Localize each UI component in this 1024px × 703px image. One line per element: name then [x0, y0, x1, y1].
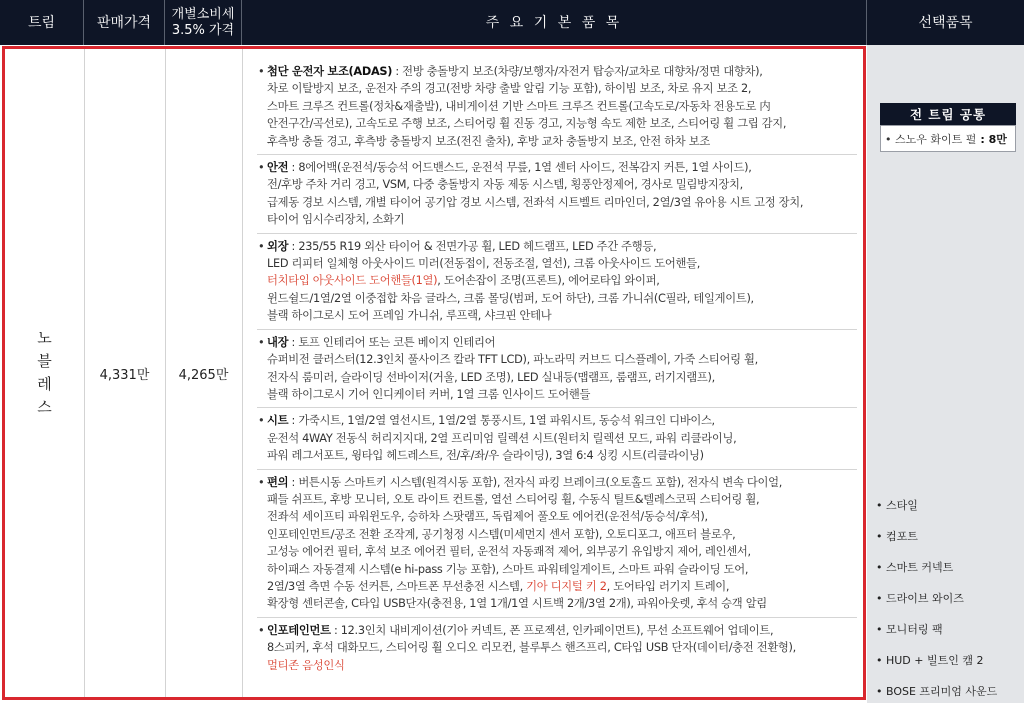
bullet-icon: •: [258, 65, 265, 78]
option-item: • 모니터링 팩: [876, 623, 943, 636]
item-text: : 235/55 R19 외산 타이어 & 전면가공 휠, LED 헤드램프, LED 주간 주행등,: [288, 239, 657, 253]
option-item: • HUD + 빌트인 캠 2: [876, 654, 984, 667]
item-line: [267, 290, 857, 307]
item-line: [267, 622, 857, 639]
item-text: : 8에어백(운전석/동승석 어드밴스드, 운전석 무릎, 1열 센터 사이드, 전복감지 커튼, 1열 사이드),: [288, 161, 752, 175]
trim-name-char: 노: [37, 329, 52, 347]
item-line: [267, 639, 857, 656]
option-item: • 스타일: [876, 499, 918, 512]
item-text: 블랙 하이그로시 기어 인디케이터 커버, 1열 크롬 인사이드 도어핸들: [267, 387, 591, 401]
item-text: 확장형 센터콘솔, C타입 USB단자(충전용, 1열 1개/1열 시트백 2개/3열 2개), 파워아웃렛, 후석 승객 알림: [267, 597, 767, 611]
item-section: [257, 412, 857, 464]
header-main-items: 주 요 기 본 품 목: [242, 0, 867, 45]
option-item: • 드라이브 와이즈: [876, 592, 964, 605]
item-text: 인포테인먼트/공조 전환 조작계, 공기청정 시스템(미세먼지 센서 포함), 오토디포그, 애프터 블로우,: [267, 527, 736, 541]
item-line: [267, 351, 857, 368]
item-text: 운전석 4WAY 전동식 허리지지대, 2열 프리미엄 릴렉션 시트(원터치 릴렉션 모드, 파워 리클라이닝,: [267, 431, 737, 445]
item-line: [267, 526, 857, 543]
trim-name: [5, 49, 84, 697]
option-item: • 스마트 커넥트: [876, 561, 954, 574]
section-title: 내장: [267, 335, 289, 349]
item-line: [267, 133, 857, 150]
common-option-label: • 스노우 화이트 펄: [885, 132, 977, 146]
section-title: 안전: [267, 161, 289, 175]
item-text: , 도어타입 러기지 트레이,: [606, 579, 730, 593]
item-text: 전자식 룸미러, 슬라이딩 선바이저(거울, LED 조명), LED 실내등(맵램프, 룸램프, 러기지램프),: [267, 370, 715, 384]
section-title: 외장: [267, 239, 289, 253]
option-list: [876, 498, 1022, 703]
item-line: [267, 159, 857, 176]
item-line: [267, 369, 857, 386]
section-divider: [257, 407, 857, 408]
highlighted-item-text: 기아 디지털 키 2: [526, 579, 607, 593]
section-divider: [257, 617, 857, 618]
common-option-title: 전 트림 공통: [880, 103, 1016, 125]
column-divider: [242, 49, 243, 697]
header-options: 선택품목: [918, 14, 973, 31]
item-line: [267, 386, 857, 403]
item-line: [267, 657, 857, 674]
item-text: : 12.3인치 내비게이션(기아 커넥트, 폰 프로젝션, 인카페이먼트), 무선 소프트웨어 업데이트,: [330, 623, 774, 637]
bullet-icon: •: [258, 161, 265, 175]
bullet-icon: •: [258, 623, 265, 637]
item-text: 안전구간/곡선로), 고속도로 주행 보조, 스티어링 휠 진동 경고, 지능형 속도 제한 보조, 스티어링 휠 그립 감지,: [267, 117, 787, 131]
option-item: • BOSE 프리미엄 사운드: [876, 685, 998, 698]
item-line: [267, 194, 857, 211]
section-divider: [257, 469, 857, 470]
header-tax-line1: 개별소비세: [171, 6, 235, 22]
bullet-icon: •: [258, 239, 265, 253]
item-line: [267, 307, 857, 324]
item-line: [267, 474, 857, 491]
item-section: [257, 622, 857, 674]
item-text: : 가죽시트, 1열/2열 열선시트, 1열/2열 통풍시트, 1열 파워시트, 동승석 워크인 디바이스,: [288, 414, 715, 428]
item-line: [267, 176, 857, 193]
item-text: 패들 쉬프트, 후방 모니터, 오토 라이트 컨트롤, 열선 스티어링 휠, 수동식 틸트&텔레스코픽 스티어링 휠,: [267, 492, 760, 506]
item-text: : 버튼시동 스마트키 시스템(원격시동 포함), 전자식 파킹 브레이크(오토홀드 포함), 전자식 변속 다이얼,: [288, 475, 783, 489]
item-text: 윈드쉴드/1열/2열 이중접합 차음 글라스, 크롬 몰딩(범퍼, 도어 하단), 크롬 가니쉬(C필라, 테일게이트),: [267, 291, 754, 305]
item-text: 하이패스 자동결제 시스템(e hi-pass 기능 포함), 스마트 파워테일게이트, 스마트 파워 슬라이딩 도어,: [267, 562, 749, 576]
item-line: [267, 595, 857, 612]
highlighted-item-text: 터치타입 아웃사이드 도어핸들(1열): [267, 274, 438, 288]
item-section: [257, 159, 857, 229]
item-text: 파워 레그서포트, 윙타입 헤드레스트, 전/후/좌/우 슬라이딩), 3열 6:4 싱킹 시트(리클라이닝): [267, 449, 704, 463]
section-divider: [257, 233, 857, 234]
item-line: [267, 272, 857, 289]
section-title: 인포테인먼트: [267, 623, 331, 637]
item-text: 후측방 충돌 경고, 후측방 충돌방지 보조(전진 출차), 후방 교차 충돌방지 보조, 안전 하차 보조: [267, 134, 710, 148]
item-line: [267, 211, 857, 228]
trim-name-char: 블: [37, 352, 52, 370]
item-line: [267, 334, 857, 351]
item-text: : 토프 인테리어 또는 코튼 베이지 인테리어: [288, 335, 496, 349]
sale-price: 4,331만: [99, 367, 150, 383]
tax-adjusted-price: 4,265만: [178, 367, 229, 383]
item-section: [257, 474, 857, 613]
section-title: 편의: [267, 475, 289, 489]
header-tax-line2: 3.5% 가격: [171, 22, 235, 38]
item-text: 8스피커, 후석 대화모드, 스티어링 휠 오디오 리모컨, 블루투스 핸즈프리, C타입 USB 단자(데이터/충전 전환형),: [267, 641, 796, 655]
item-text: 블랙 하이그로시 도어 프레임 가니쉬, 루프랙, 샤크핀 안테나: [267, 309, 552, 323]
item-text: 2열/3열 측면 수동 선커튼, 스마트폰 무선충전 시스템,: [267, 579, 527, 593]
bullet-icon: •: [258, 335, 265, 349]
item-text: 전좌석 세이프티 파워윈도우, 승하차 스팟램프, 독립제어 풀오토 에어컨(운전석/동승석/후석),: [267, 510, 708, 524]
item-line: [267, 561, 857, 578]
item-text: LED 리피터 일체형 아웃사이드 미러(전동접이, 전동조절, 열선), 크롬 아웃사이드 도어핸들,: [267, 257, 701, 271]
section-divider: [257, 329, 857, 330]
common-option-box: [880, 103, 1016, 152]
section-title: 시트: [267, 414, 289, 428]
trim-name-char: 스: [37, 398, 52, 416]
main-items-list: [257, 63, 857, 674]
item-line: [267, 238, 857, 255]
item-section: [257, 238, 857, 325]
header-trim: 트림: [0, 0, 84, 45]
item-line: [267, 543, 857, 560]
item-line: [267, 578, 857, 595]
item-text: : 전방 충돌방지 보조(차량/보행자/자전거 탑승자/교차로 대향차/정면 대향차),: [392, 65, 763, 78]
item-line: [267, 98, 857, 115]
common-option-price: : 8만: [980, 132, 1007, 146]
section-divider: [257, 154, 857, 155]
item-text: 급제동 경보 시스템, 개별 타이어 공기압 경보 시스템, 전좌석 시트벨트 리마인더, 2열/3열 유아용 시트 고정 장치,: [267, 195, 804, 209]
item-text: 타이어 임시수리장치, 소화기: [267, 213, 405, 227]
item-text: 스마트 크루즈 컨트롤(정차&재출발), 내비게이션 기반 스마트 크루즈 컨트롤(고속도로/자동차 전용도로 内: [267, 99, 771, 113]
section-title: 첨단 운전자 보조(ADAS): [267, 65, 393, 78]
item-line: [267, 491, 857, 508]
item-section: [257, 334, 857, 404]
table-header: [0, 0, 1024, 45]
item-text: 전/후방 주차 거리 경고, VSM, 다중 충돌방지 자동 제동 시스템, 횡풍안정제어, 경사로 밀림방지장치,: [267, 178, 743, 192]
highlighted-item-text: 멀티존 음성인식: [267, 658, 345, 672]
option-item: • 컴포트: [876, 530, 918, 543]
header-tax-price: [165, 0, 242, 45]
item-line: [267, 255, 857, 272]
item-line: [267, 63, 857, 80]
common-option-item: [880, 125, 1016, 152]
item-line: [267, 80, 857, 97]
bullet-icon: •: [258, 475, 265, 489]
item-section: [257, 63, 857, 150]
header-price: 판매가격: [84, 0, 165, 45]
item-line: [267, 115, 857, 132]
trim-name-char: 레: [37, 375, 52, 393]
item-text: , 도어손잡이 조명(프론트), 에어로타입 와이퍼,: [437, 274, 660, 288]
item-text: 차로 이탈방지 보조, 운전자 주의 경고(전방 차량 출발 알림 기능 포함), 하이빔 보조, 차로 유지 보조 2,: [267, 82, 752, 96]
item-line: [267, 508, 857, 525]
item-text: 고성능 에어컨 필터, 후석 보조 에어컨 필터, 운전석 자동쾌적 제어, 외부공기 유입방지 제어, 레인센서,: [267, 545, 751, 559]
item-text: 슈퍼비전 클러스터(12.3인치 풀사이즈 칼라 TFT LCD), 파노라믹 커브드 디스플레이, 가죽 스티어링 휠,: [267, 353, 758, 367]
item-line: [267, 412, 857, 429]
item-line: [267, 430, 857, 447]
item-line: [267, 447, 857, 464]
bullet-icon: •: [258, 414, 265, 428]
